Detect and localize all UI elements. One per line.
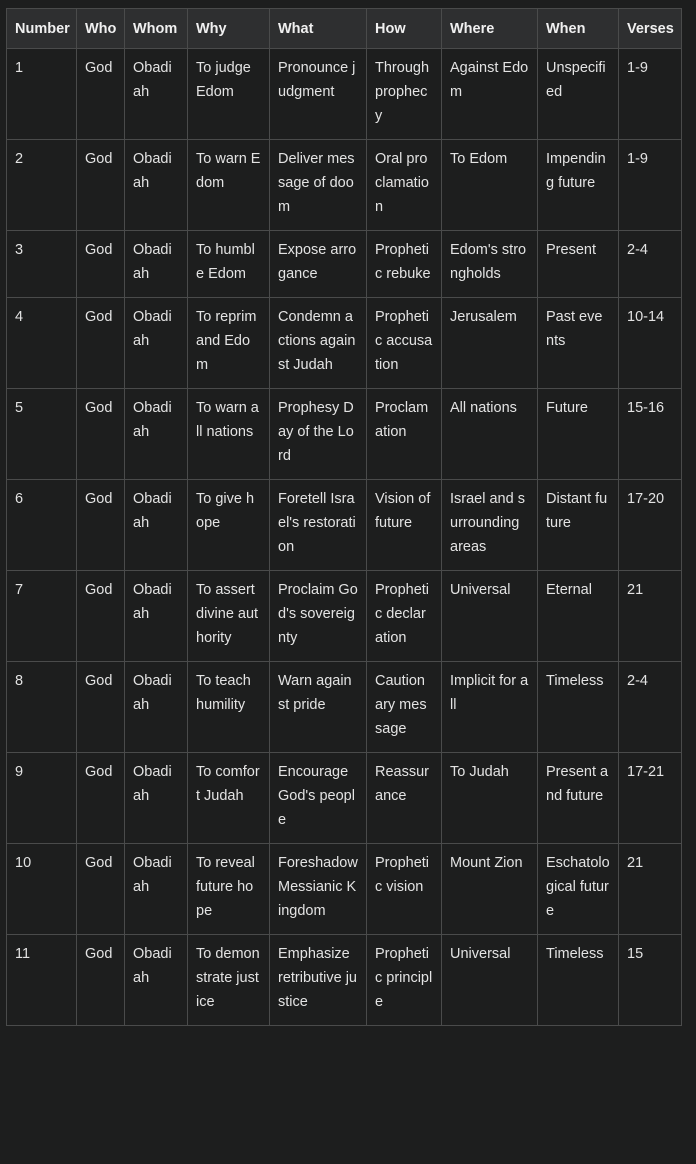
cell-why: To reprimand Edom — [188, 298, 270, 389]
cell-when: Impending future — [538, 140, 619, 231]
column-header-who: Who — [77, 9, 125, 49]
cell-verses: 17-21 — [619, 753, 682, 844]
cell-why: To give hope — [188, 480, 270, 571]
cell-number: 9 — [7, 753, 77, 844]
cell-when: Past events — [538, 298, 619, 389]
cell-what: Emphasize retributive justice — [270, 935, 367, 1026]
cell-who: God — [77, 140, 125, 231]
table-row — [7, 753, 682, 844]
cell-verses: 2-4 — [619, 662, 682, 753]
cell-who: God — [77, 662, 125, 753]
cell-who: God — [77, 753, 125, 844]
cell-verses: 1-9 — [619, 140, 682, 231]
column-header-where: Where — [442, 9, 538, 49]
cell-why: To humble Edom — [188, 231, 270, 298]
cell-who: God — [77, 935, 125, 1026]
cell-why: To demonstrate justice — [188, 935, 270, 1026]
cell-where: Against Edom — [442, 49, 538, 140]
cell-number: 11 — [7, 935, 77, 1026]
cell-how: Proclamation — [367, 389, 442, 480]
cell-when: Unspecified — [538, 49, 619, 140]
cell-what: Condemn actions against Judah — [270, 298, 367, 389]
cell-where: Implicit for all — [442, 662, 538, 753]
cell-where: All nations — [442, 389, 538, 480]
cell-who: God — [77, 389, 125, 480]
cell-verses: 15-16 — [619, 389, 682, 480]
column-header-verses: Verses — [619, 9, 682, 49]
cell-who: God — [77, 571, 125, 662]
table-row — [7, 844, 682, 935]
cell-how: Prophetic declaration — [367, 571, 442, 662]
cell-how: Prophetic principle — [367, 935, 442, 1026]
cell-verses: 1-9 — [619, 49, 682, 140]
cell-where: Universal — [442, 935, 538, 1026]
cell-how: Oral proclamation — [367, 140, 442, 231]
column-header-what: What — [270, 9, 367, 49]
cell-why: To comfort Judah — [188, 753, 270, 844]
cell-verses: 21 — [619, 571, 682, 662]
cell-when: Eternal — [538, 571, 619, 662]
cell-number: 6 — [7, 480, 77, 571]
cell-what: Encourage God's people — [270, 753, 367, 844]
cell-number: 7 — [7, 571, 77, 662]
cell-what: Warn against pride — [270, 662, 367, 753]
cell-how: Prophetic rebuke — [367, 231, 442, 298]
cell-what: Pronounce judgment — [270, 49, 367, 140]
cell-where: Israel and surrounding areas — [442, 480, 538, 571]
cell-whom: Obadiah — [125, 571, 188, 662]
cell-verses: 17-20 — [619, 480, 682, 571]
cell-number: 1 — [7, 49, 77, 140]
table-row — [7, 298, 682, 389]
table-row — [7, 140, 682, 231]
cell-number: 4 — [7, 298, 77, 389]
summary-table — [6, 8, 682, 1026]
cell-how: Through prophecy — [367, 49, 442, 140]
cell-where: To Edom — [442, 140, 538, 231]
cell-whom: Obadiah — [125, 662, 188, 753]
column-header-when: When — [538, 9, 619, 49]
column-header-whom: Whom — [125, 9, 188, 49]
cell-who: God — [77, 231, 125, 298]
cell-what: Prophesy Day of the Lord — [270, 389, 367, 480]
cell-number: 3 — [7, 231, 77, 298]
cell-where: Mount Zion — [442, 844, 538, 935]
cell-when: Present and future — [538, 753, 619, 844]
cell-whom: Obadiah — [125, 935, 188, 1026]
cell-how: Prophetic accusation — [367, 298, 442, 389]
cell-what: Foreshadow Messianic Kingdom — [270, 844, 367, 935]
table-header — [7, 9, 682, 49]
cell-who: God — [77, 49, 125, 140]
cell-whom: Obadiah — [125, 389, 188, 480]
cell-where: Universal — [442, 571, 538, 662]
table-body — [7, 49, 682, 1026]
cell-verses: 2-4 — [619, 231, 682, 298]
table-row — [7, 49, 682, 140]
cell-where: Jerusalem — [442, 298, 538, 389]
table-row — [7, 571, 682, 662]
cell-who: God — [77, 480, 125, 571]
cell-whom: Obadiah — [125, 753, 188, 844]
cell-whom: Obadiah — [125, 844, 188, 935]
cell-how: Reassurance — [367, 753, 442, 844]
cell-verses: 10-14 — [619, 298, 682, 389]
cell-number: 8 — [7, 662, 77, 753]
cell-what: Proclaim God's sovereignty — [270, 571, 367, 662]
table-row — [7, 389, 682, 480]
cell-number: 2 — [7, 140, 77, 231]
column-header-how: How — [367, 9, 442, 49]
cell-when: Distant future — [538, 480, 619, 571]
cell-whom: Obadiah — [125, 49, 188, 140]
table-row — [7, 480, 682, 571]
cell-where: Edom's strongholds — [442, 231, 538, 298]
cell-what: Expose arrogance — [270, 231, 367, 298]
cell-when: Future — [538, 389, 619, 480]
cell-when: Eschatological future — [538, 844, 619, 935]
cell-where: To Judah — [442, 753, 538, 844]
cell-why: To warn all nations — [188, 389, 270, 480]
cell-whom: Obadiah — [125, 140, 188, 231]
cell-why: To judge Edom — [188, 49, 270, 140]
cell-whom: Obadiah — [125, 231, 188, 298]
cell-number: 10 — [7, 844, 77, 935]
cell-why: To teach humility — [188, 662, 270, 753]
header-row — [7, 9, 682, 49]
cell-how: Prophetic vision — [367, 844, 442, 935]
table-row — [7, 231, 682, 298]
cell-when: Present — [538, 231, 619, 298]
cell-when: Timeless — [538, 662, 619, 753]
table-row — [7, 935, 682, 1026]
cell-who: God — [77, 298, 125, 389]
cell-what: Deliver message of doom — [270, 140, 367, 231]
cell-why: To assert divine authority — [188, 571, 270, 662]
table-row — [7, 662, 682, 753]
cell-who: God — [77, 844, 125, 935]
cell-whom: Obadiah — [125, 298, 188, 389]
cell-number: 5 — [7, 389, 77, 480]
cell-when: Timeless — [538, 935, 619, 1026]
cell-verses: 15 — [619, 935, 682, 1026]
cell-verses: 21 — [619, 844, 682, 935]
cell-why: To warn Edom — [188, 140, 270, 231]
cell-whom: Obadiah — [125, 480, 188, 571]
cell-why: To reveal future hope — [188, 844, 270, 935]
cell-how: Vision of future — [367, 480, 442, 571]
column-header-why: Why — [188, 9, 270, 49]
column-header-number: Number — [7, 9, 77, 49]
cell-how: Cautionary message — [367, 662, 442, 753]
cell-what: Foretell Israel's restoration — [270, 480, 367, 571]
